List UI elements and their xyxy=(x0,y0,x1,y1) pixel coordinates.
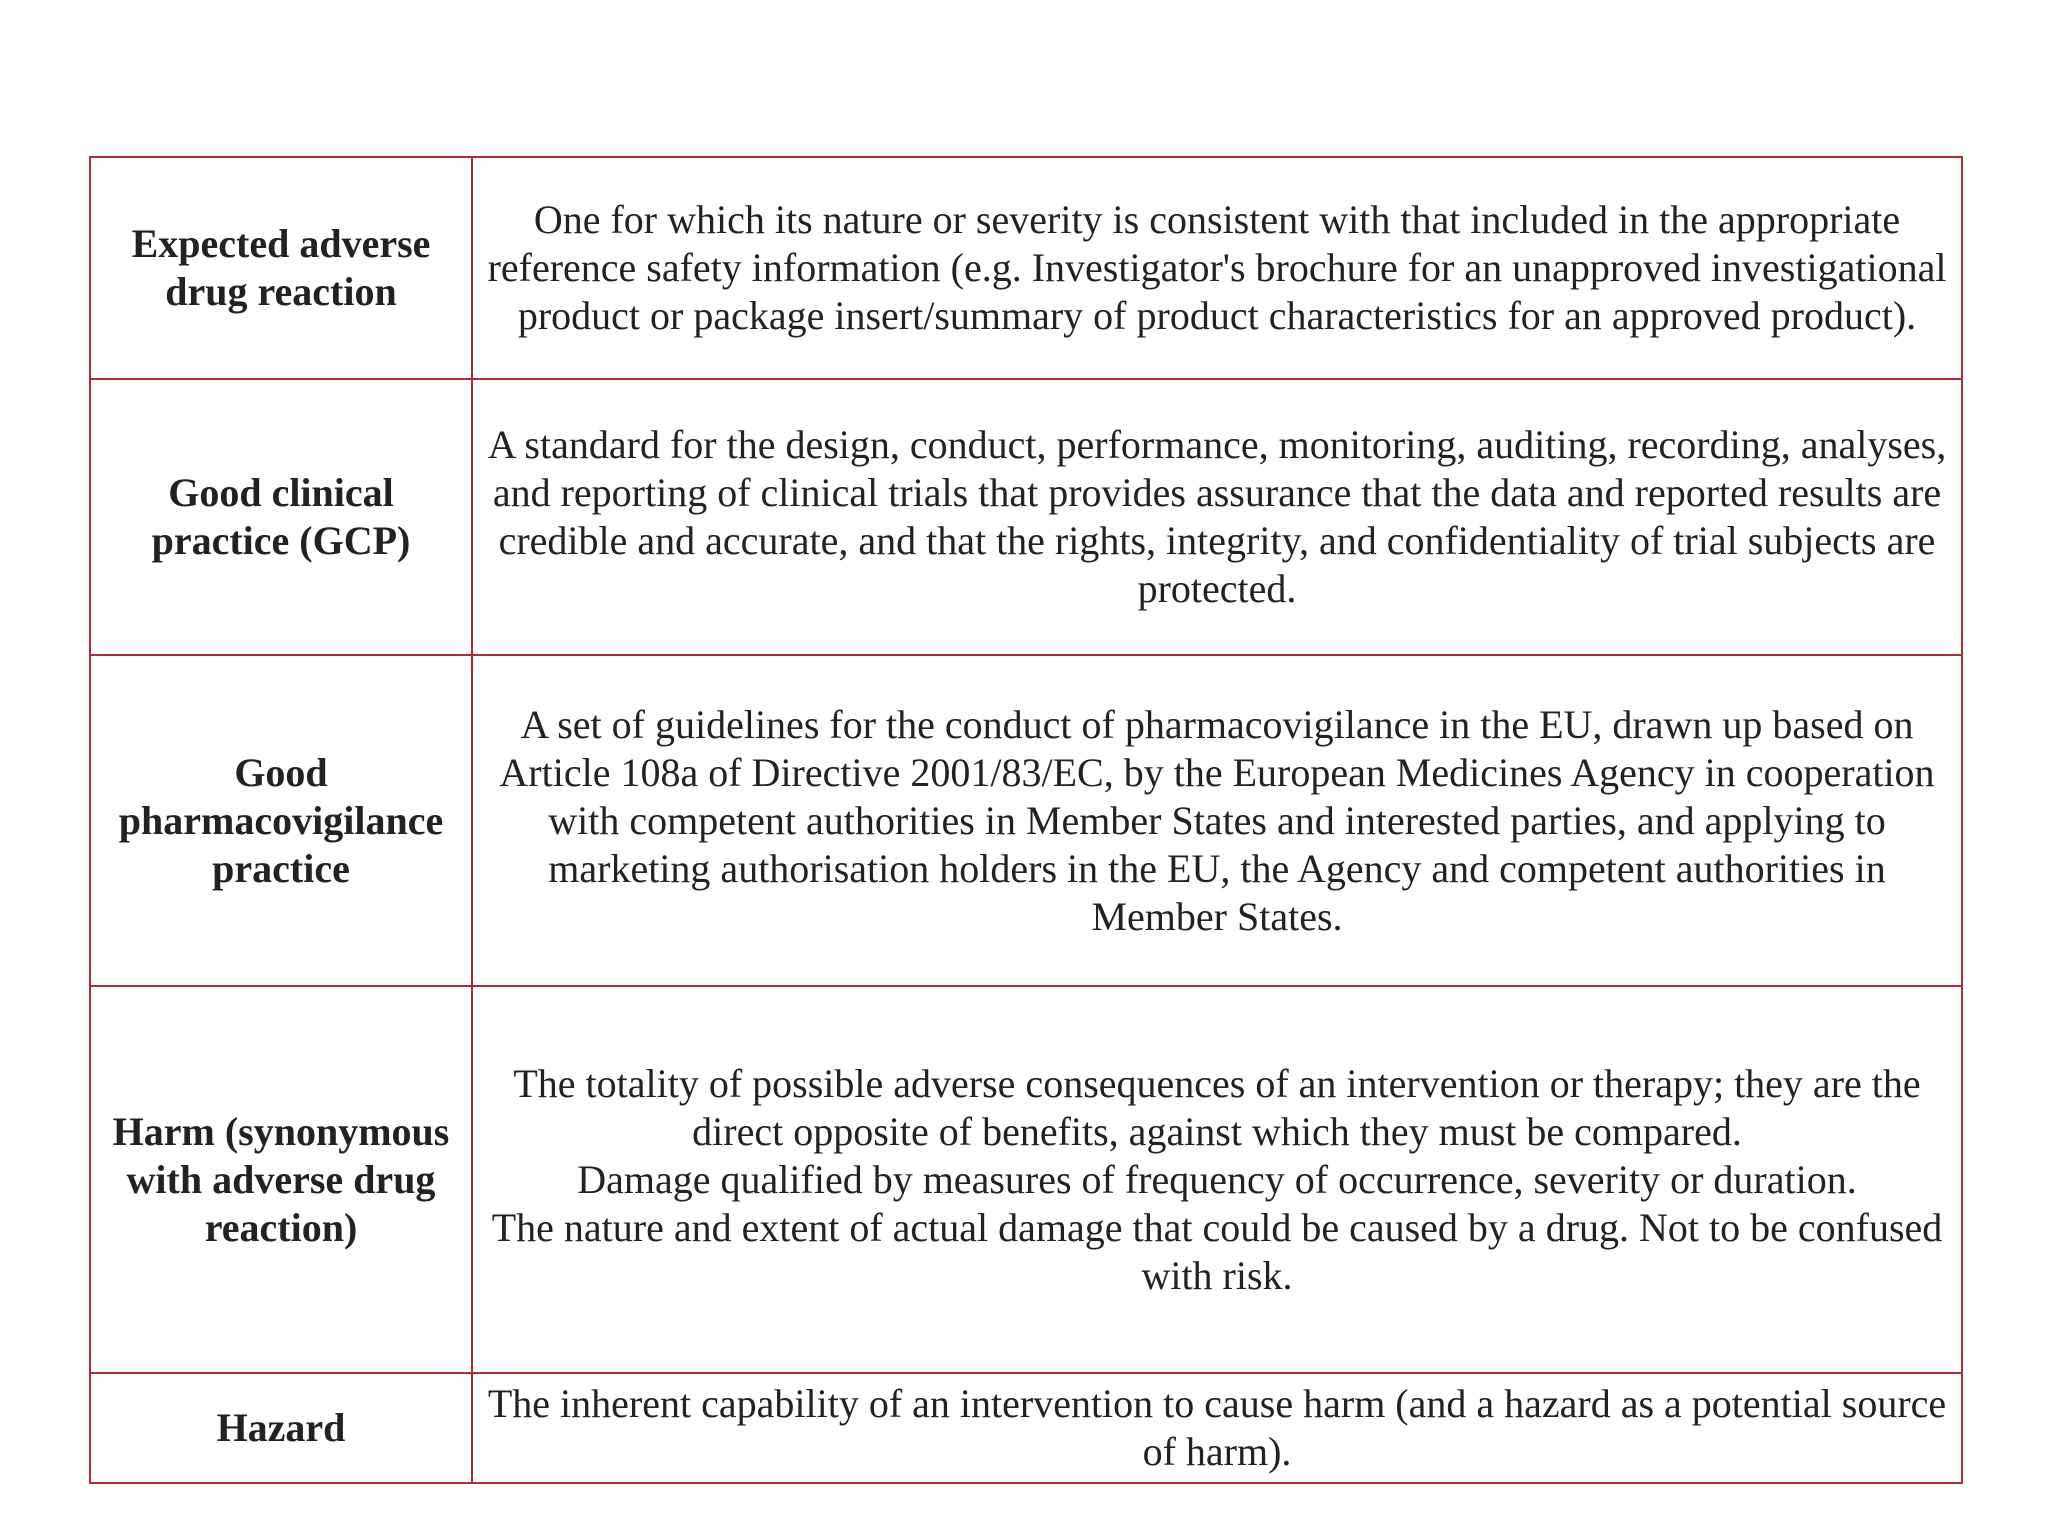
term-cell: Good clinical practice (GCP) xyxy=(90,379,472,655)
definition-cell xyxy=(472,986,1962,1373)
term-cell: Good pharmacovigilance practice xyxy=(90,655,472,986)
term-cell: Hazard xyxy=(90,1373,472,1483)
definition-text: One for which its nature or severity is consistent with that included in the appropriate reference safety information (e.g. Investigator's brochure for an unapproved investigational product or package insert/summary of product characteristics for an approved product). xyxy=(487,197,1947,338)
definition-text: A standard for the design, conduct, performance, monitoring, auditing, recording, analyses, and reporting of clinical trials that provides assurance that the data and reported results are credible and accurate, and that the rights, integrity, and confidentiality of trial subjects are protected. xyxy=(487,422,1947,611)
definition-text: The totality of possible adverse consequences of an intervention or therapy; they are the direct opposite of benefits, against which they must be compared. xyxy=(513,1060,1921,1154)
term-cell: Expected adverse drug reaction xyxy=(90,157,472,379)
definition-cell xyxy=(472,157,1962,379)
glossary-table xyxy=(89,156,1963,1484)
definition-text: The nature and extent of actual damage that could be caused by a drug. Not to be confused with risk. xyxy=(491,1204,1943,1298)
table-row xyxy=(90,1373,1962,1483)
term-cell: Harm (synonymous with adverse drug reaction) xyxy=(90,986,472,1373)
table-row xyxy=(90,157,1962,379)
definition-text: A set of guidelines for the conduct of pharmacovigilance in the EU, drawn up based on Article 108a of Directive 2001/83/EC, by the European Medicines Agency in cooperation with competent authorities in Member States and interested parties, and applying to marketing authorisation holders in the EU, the Agency and competent authorities in Member States. xyxy=(499,701,1935,939)
table-row xyxy=(90,379,1962,655)
table-row xyxy=(90,986,1962,1373)
definition-cell xyxy=(472,379,1962,655)
definition-cell xyxy=(472,1373,1962,1483)
definition-cell xyxy=(472,655,1962,986)
table-row xyxy=(90,655,1962,986)
definition-text: The inherent capability of an intervention to cause harm (and a hazard as a potential source of harm). xyxy=(487,1381,1947,1474)
definition-text: Damage qualified by measures of frequency of occurrence, severity or duration. xyxy=(577,1156,1857,1202)
